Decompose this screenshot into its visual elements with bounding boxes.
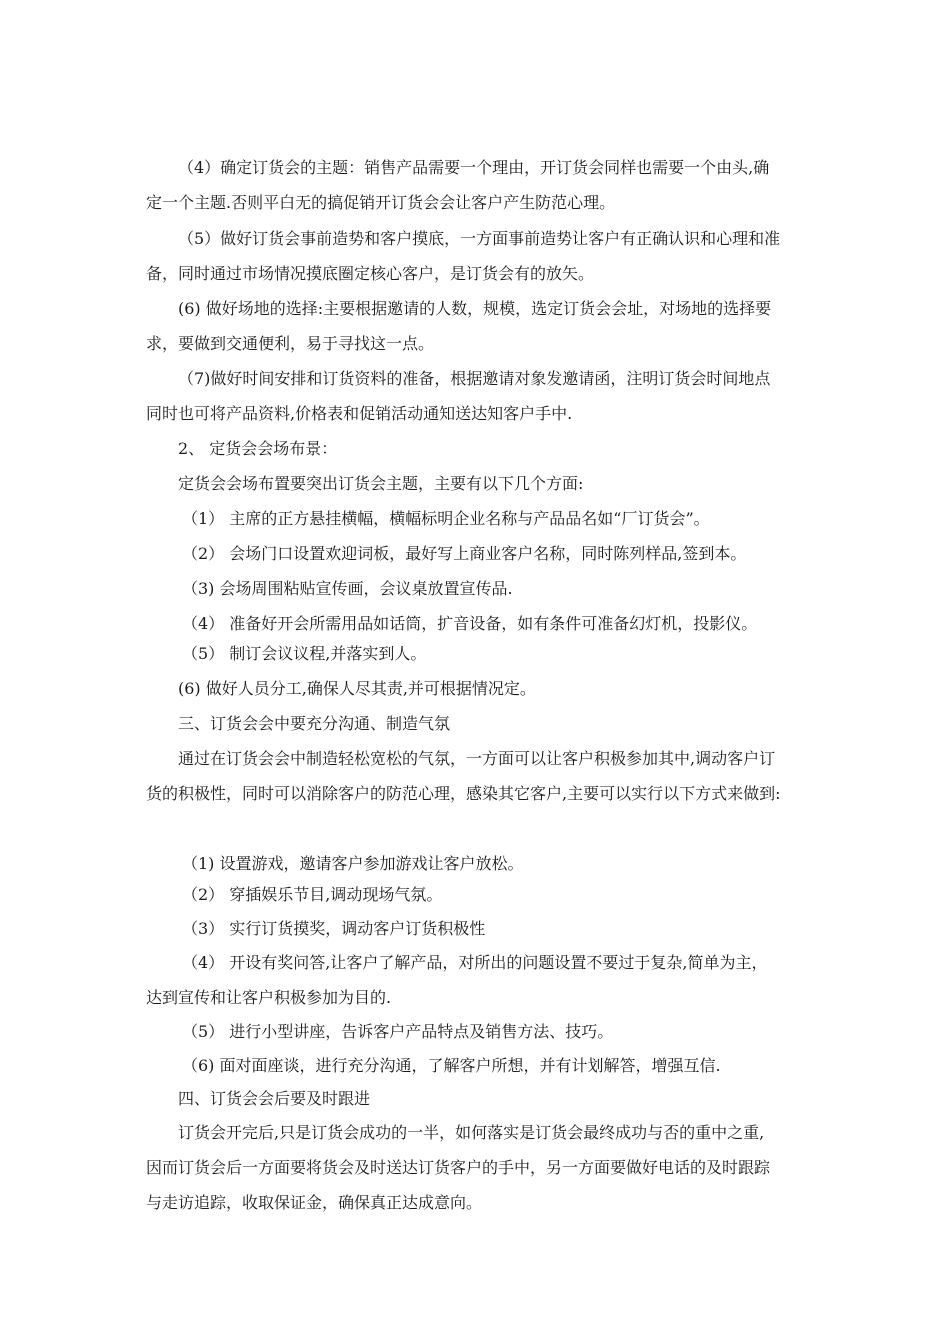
paragraph-line-item6-a: (6) 做好场地的选择:主要根据邀请的人数，规模，选定订货会会址，对场地的选择要 xyxy=(178,299,772,318)
paragraph-line-a: 订货会开完后,只是订货会成功的一半，如何落实是订货会最终成功与否的重中之重, xyxy=(178,1123,765,1142)
section-heading-2: 2、 定货会会场布景： xyxy=(178,439,338,458)
section-heading-4: 四、订货会会后要及时跟进 xyxy=(178,1089,371,1108)
paragraph-line-item6-b: 求，要做到交通便利，易于寻找这一点。 xyxy=(146,334,435,353)
list-item: (6) 做好人员分工,确保人尽其责,并可根据情况定。 xyxy=(178,679,536,698)
paragraph-line-item7-a: （7)做好时间安排和订货资料的准备，根据邀请对象发邀请函，注明订货会时间地点 xyxy=(178,369,771,388)
section-heading-3: 三、订货会会中要充分沟通、制造气氛 xyxy=(178,714,451,733)
paragraph-line-item5-a: （5）做好订货会事前造势和客户摸底，一方面事前造势让客户有正确认识和心理和准 xyxy=(178,229,781,248)
list-item: （5） 制订会议议程,并落实到人。 xyxy=(182,644,427,663)
list-item: （1) 设置游戏，邀请客户参加游戏让客户放松。 xyxy=(182,854,524,873)
paragraph-line-b: 货的积极性，同时可以消除客户的防范心理，感染其它客户,主要可以实行以下方式来做到: xyxy=(146,784,781,803)
list-item: （3） 实行订货摸奖，调动客户订货积极性 xyxy=(182,919,486,938)
paragraph-line-item7-b: 同时也可将产品资料,价格表和促销活动通知送达知客户手中. xyxy=(146,404,573,423)
paragraph-line-item4-b: 定一个主题.否则平白无的搞促销开订货会会让客户产生防范心理。 xyxy=(146,193,616,212)
paragraph-line-intro: 定货会会场布置要突出订货会主题，主要有以下几个方面: xyxy=(178,474,584,493)
list-item-continuation: 达到宣传和让客户积极参加为目的. xyxy=(146,988,392,1007)
list-item: （3) 会场周围粘贴宣传画，会议桌放置宣传品. xyxy=(182,579,513,598)
list-item: （4） 准备好开会所需用品如话筒，扩音设备，如有条件可准备幻灯机，投影仪。 xyxy=(182,614,758,633)
paragraph-line-c: 与走访追踪，收取保证金，确保真正达成意向。 xyxy=(146,1193,483,1212)
paragraph-line-item5-b: 备，同时通过市场情况摸底圈定核心客户，是订货会有的放矢。 xyxy=(146,264,595,283)
paragraph-line-item4-a: （4）确定订货会的主题：销售产品需要一个理由，开订货会同样也需要一个由头,确 xyxy=(178,158,770,177)
list-item: （5） 进行小型讲座，告诉客户产品特点及销售方法、技巧。 xyxy=(182,1022,614,1041)
list-item: （2） 会场门口设置欢迎词板，最好写上商业客户名称，同时陈列样品,签到本。 xyxy=(182,544,747,563)
list-item: （2） 穿插娱乐节目,调动现场气氛。 xyxy=(182,885,443,904)
paragraph-line-a: 通过在订货会会中制造轻松宽松的气氛，一方面可以让客户积极参加其中,调动客户订 xyxy=(178,749,776,768)
list-item: （6) 面对面座谈，进行充分沟通，了解客户所想，并有计划解答，增强互信. xyxy=(182,1056,721,1075)
list-item: （4） 开设有奖问答,让客户了解产品，对所出的问题设置不要过于复杂,简单为主， xyxy=(182,953,768,972)
list-item: （1） 主席的正方悬挂横幅，横幅标明企业名称与产品品名如“厂订货会”。 xyxy=(182,509,710,528)
paragraph-line-b: 因而订货会后一方面要将货会及时送达订货客户的手中，另一方面要做好电话的及时跟踪 xyxy=(146,1158,771,1177)
